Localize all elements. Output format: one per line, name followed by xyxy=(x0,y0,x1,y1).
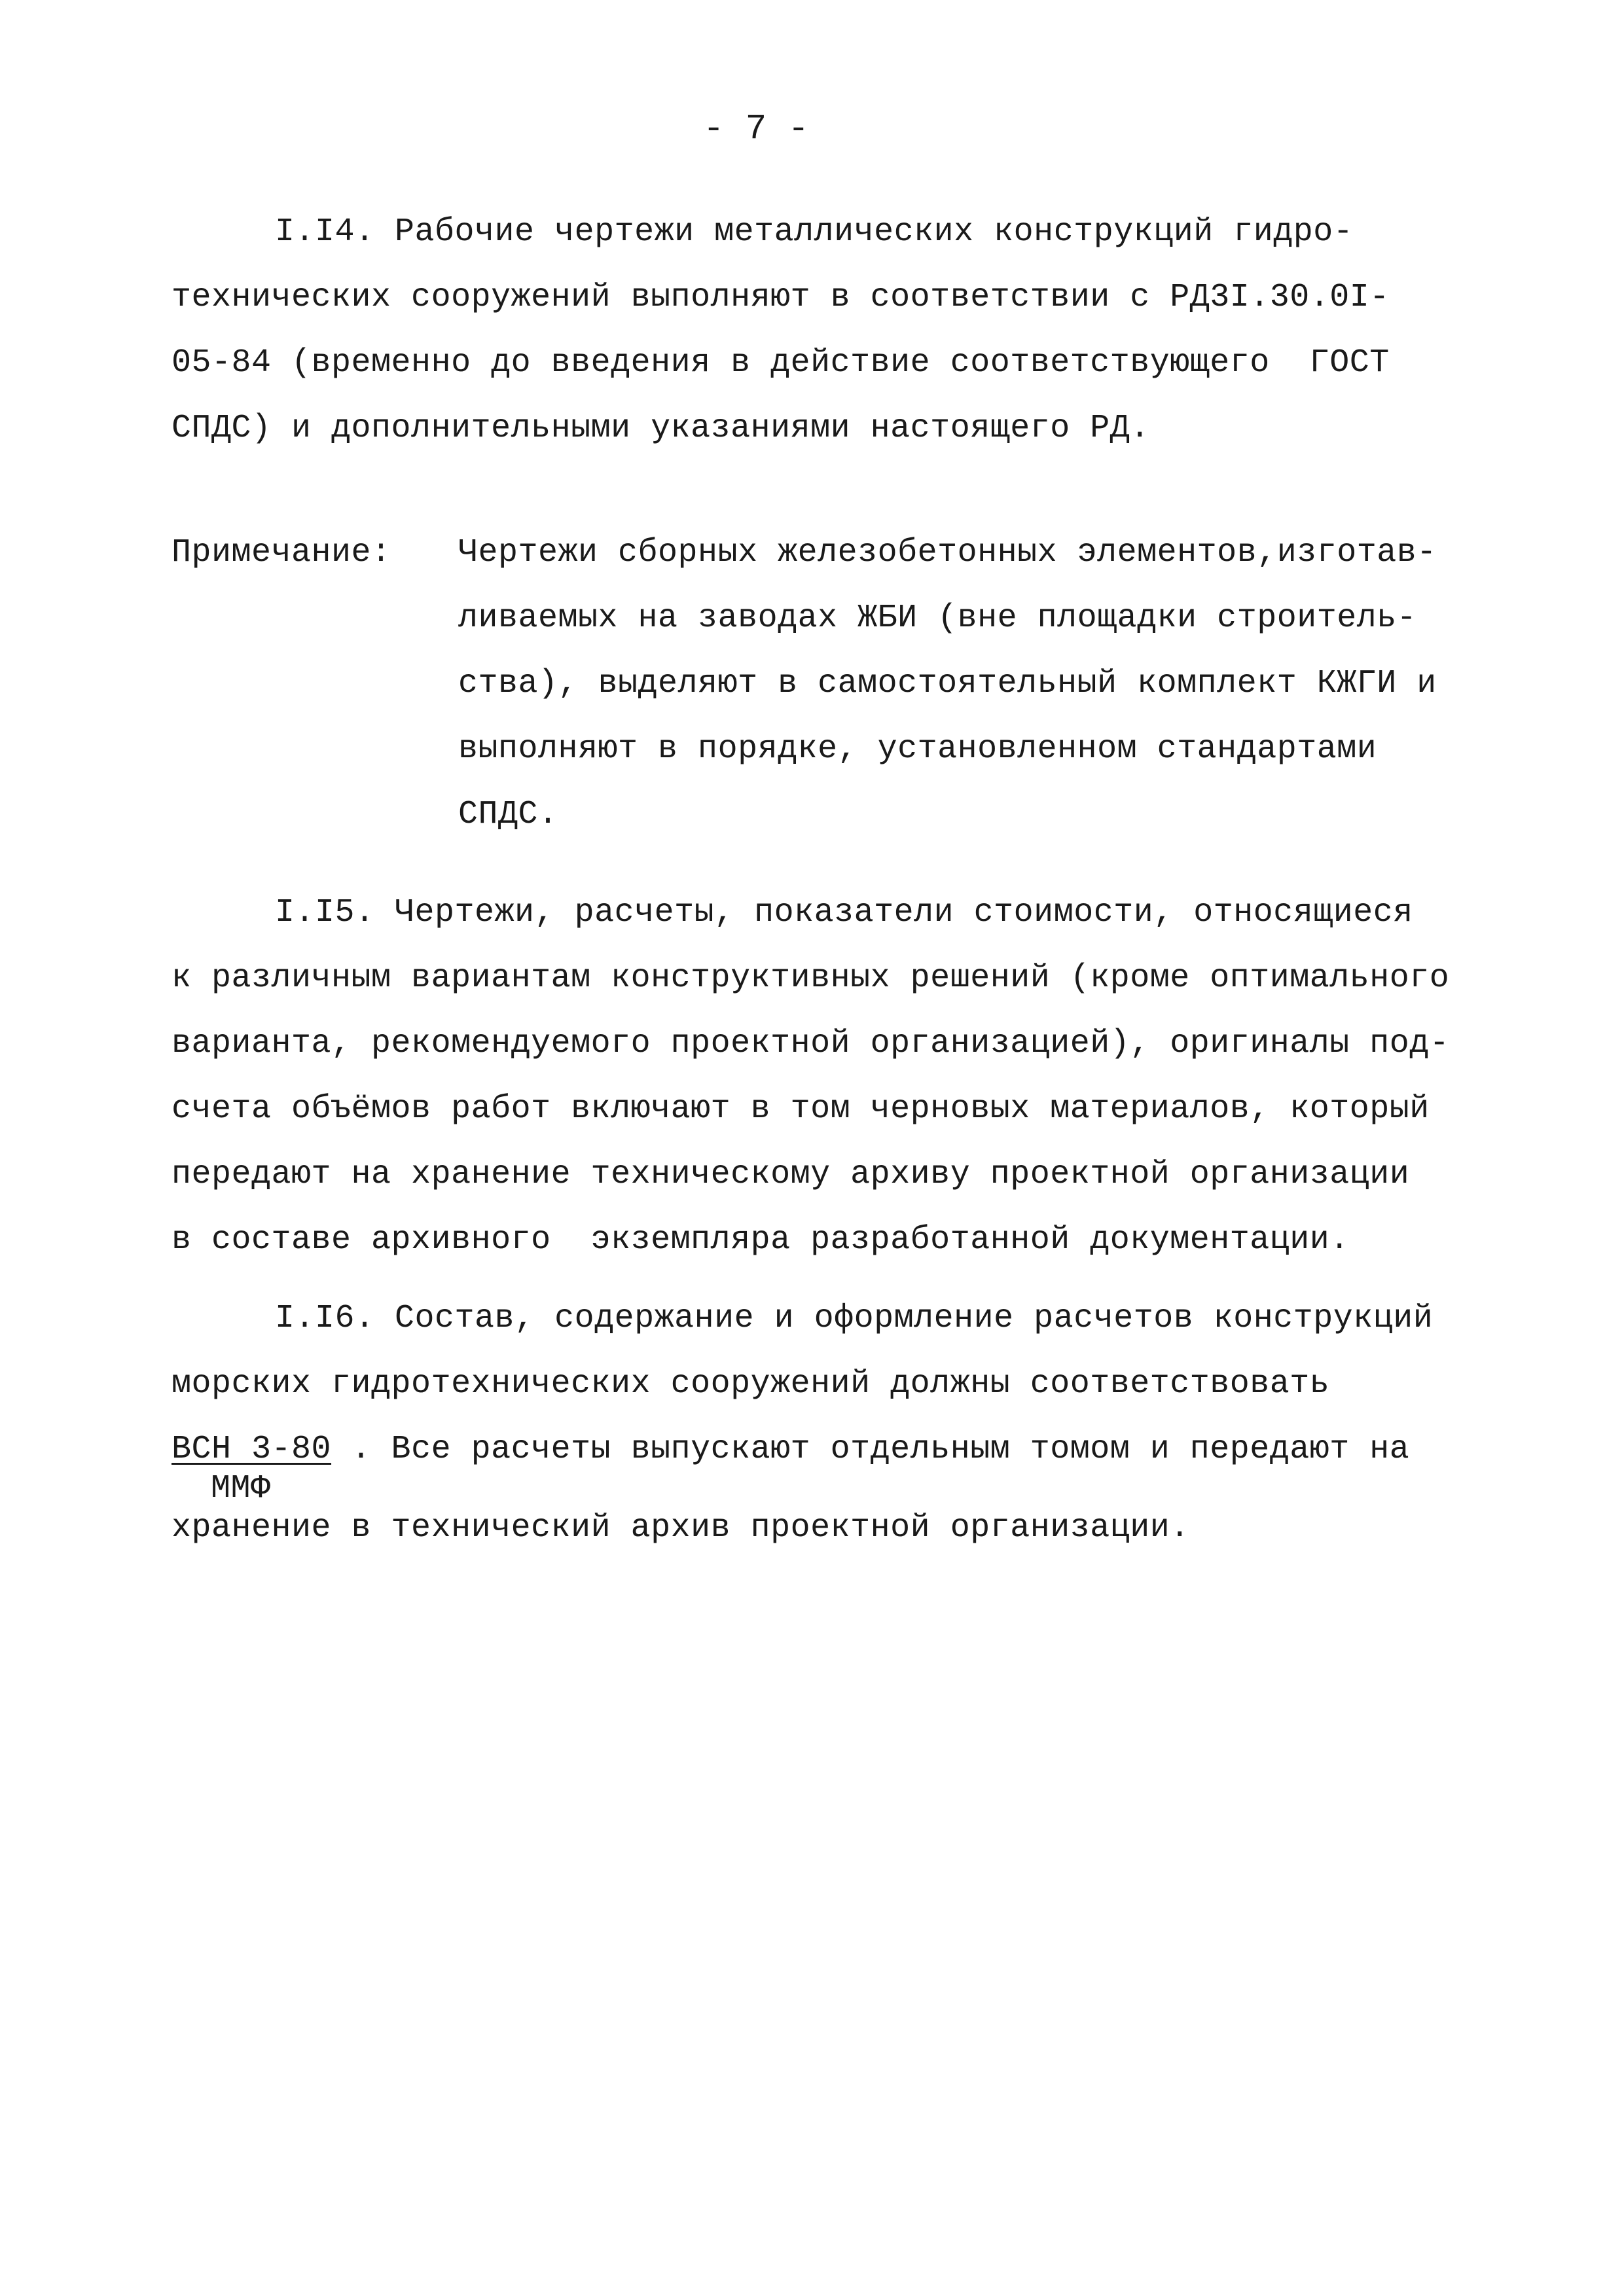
note-line: СПДС. xyxy=(458,796,558,833)
section-1-15-line: I.I5. Чертежи, расчеты, показатели стоимости, относящиеся xyxy=(275,894,1413,931)
note-line: ливаемых на заводах ЖБИ (вне площадки строитель- xyxy=(458,600,1417,637)
section-1-15-line: счета объёмов работ включают в том черновых материалов, который xyxy=(171,1090,1430,1128)
ref-line-rest: . Все расчеты выпускают отдельным томом и передают на xyxy=(331,1431,1410,1468)
section-1-16-line: I.I6. Состав, содержание и оформление расчетов конструкций xyxy=(275,1300,1434,1337)
note-line: Чертежи сборных железобетонных элементов,изготав- xyxy=(458,534,1437,571)
section-1-16-last-line: хранение в технический архив проектной организации. xyxy=(171,1509,1190,1547)
section-1-16-line: морских гидротехнических сооружений должны соответствовать xyxy=(171,1365,1330,1403)
page-number: - 7 - xyxy=(702,109,810,149)
note-line: выполняют в порядке, установленном стандартами xyxy=(458,730,1377,768)
section-1-16-ref-line xyxy=(171,1430,1409,1469)
section-1-15-line: варианта, рекомендуемого проектной организацией), оригиналы под- xyxy=(171,1025,1450,1062)
standard-reference-subscript: ММФ xyxy=(211,1470,271,1507)
section-1-14-line: технических сооружений выполняют в соответствии с РД3I.30.0I- xyxy=(171,279,1390,316)
standard-reference: ВСН 3-80 xyxy=(171,1431,332,1468)
note-line: ства), выделяют в самостоятельный комплект КЖГИ и xyxy=(458,665,1437,702)
section-1-15-line: передают на хранение техническому архиву проектной организации xyxy=(171,1156,1410,1193)
section-1-14-line: 05-84 (временно до введения в действие соответствующего ГОСТ xyxy=(171,344,1390,382)
section-1-15-line: к различным вариантам конструктивных решений (кроме оптимального xyxy=(171,960,1450,997)
section-1-14-line: СПДС) и дополнительными указаниями настоящего РД. xyxy=(171,410,1150,447)
section-1-14-line: I.I4. Рабочие чертежи металлических конструкций гидро- xyxy=(275,213,1354,251)
note-label: Примечание: xyxy=(171,534,391,571)
section-1-15-line: в составе архивного экземпляра разработанной документации. xyxy=(171,1221,1350,1259)
